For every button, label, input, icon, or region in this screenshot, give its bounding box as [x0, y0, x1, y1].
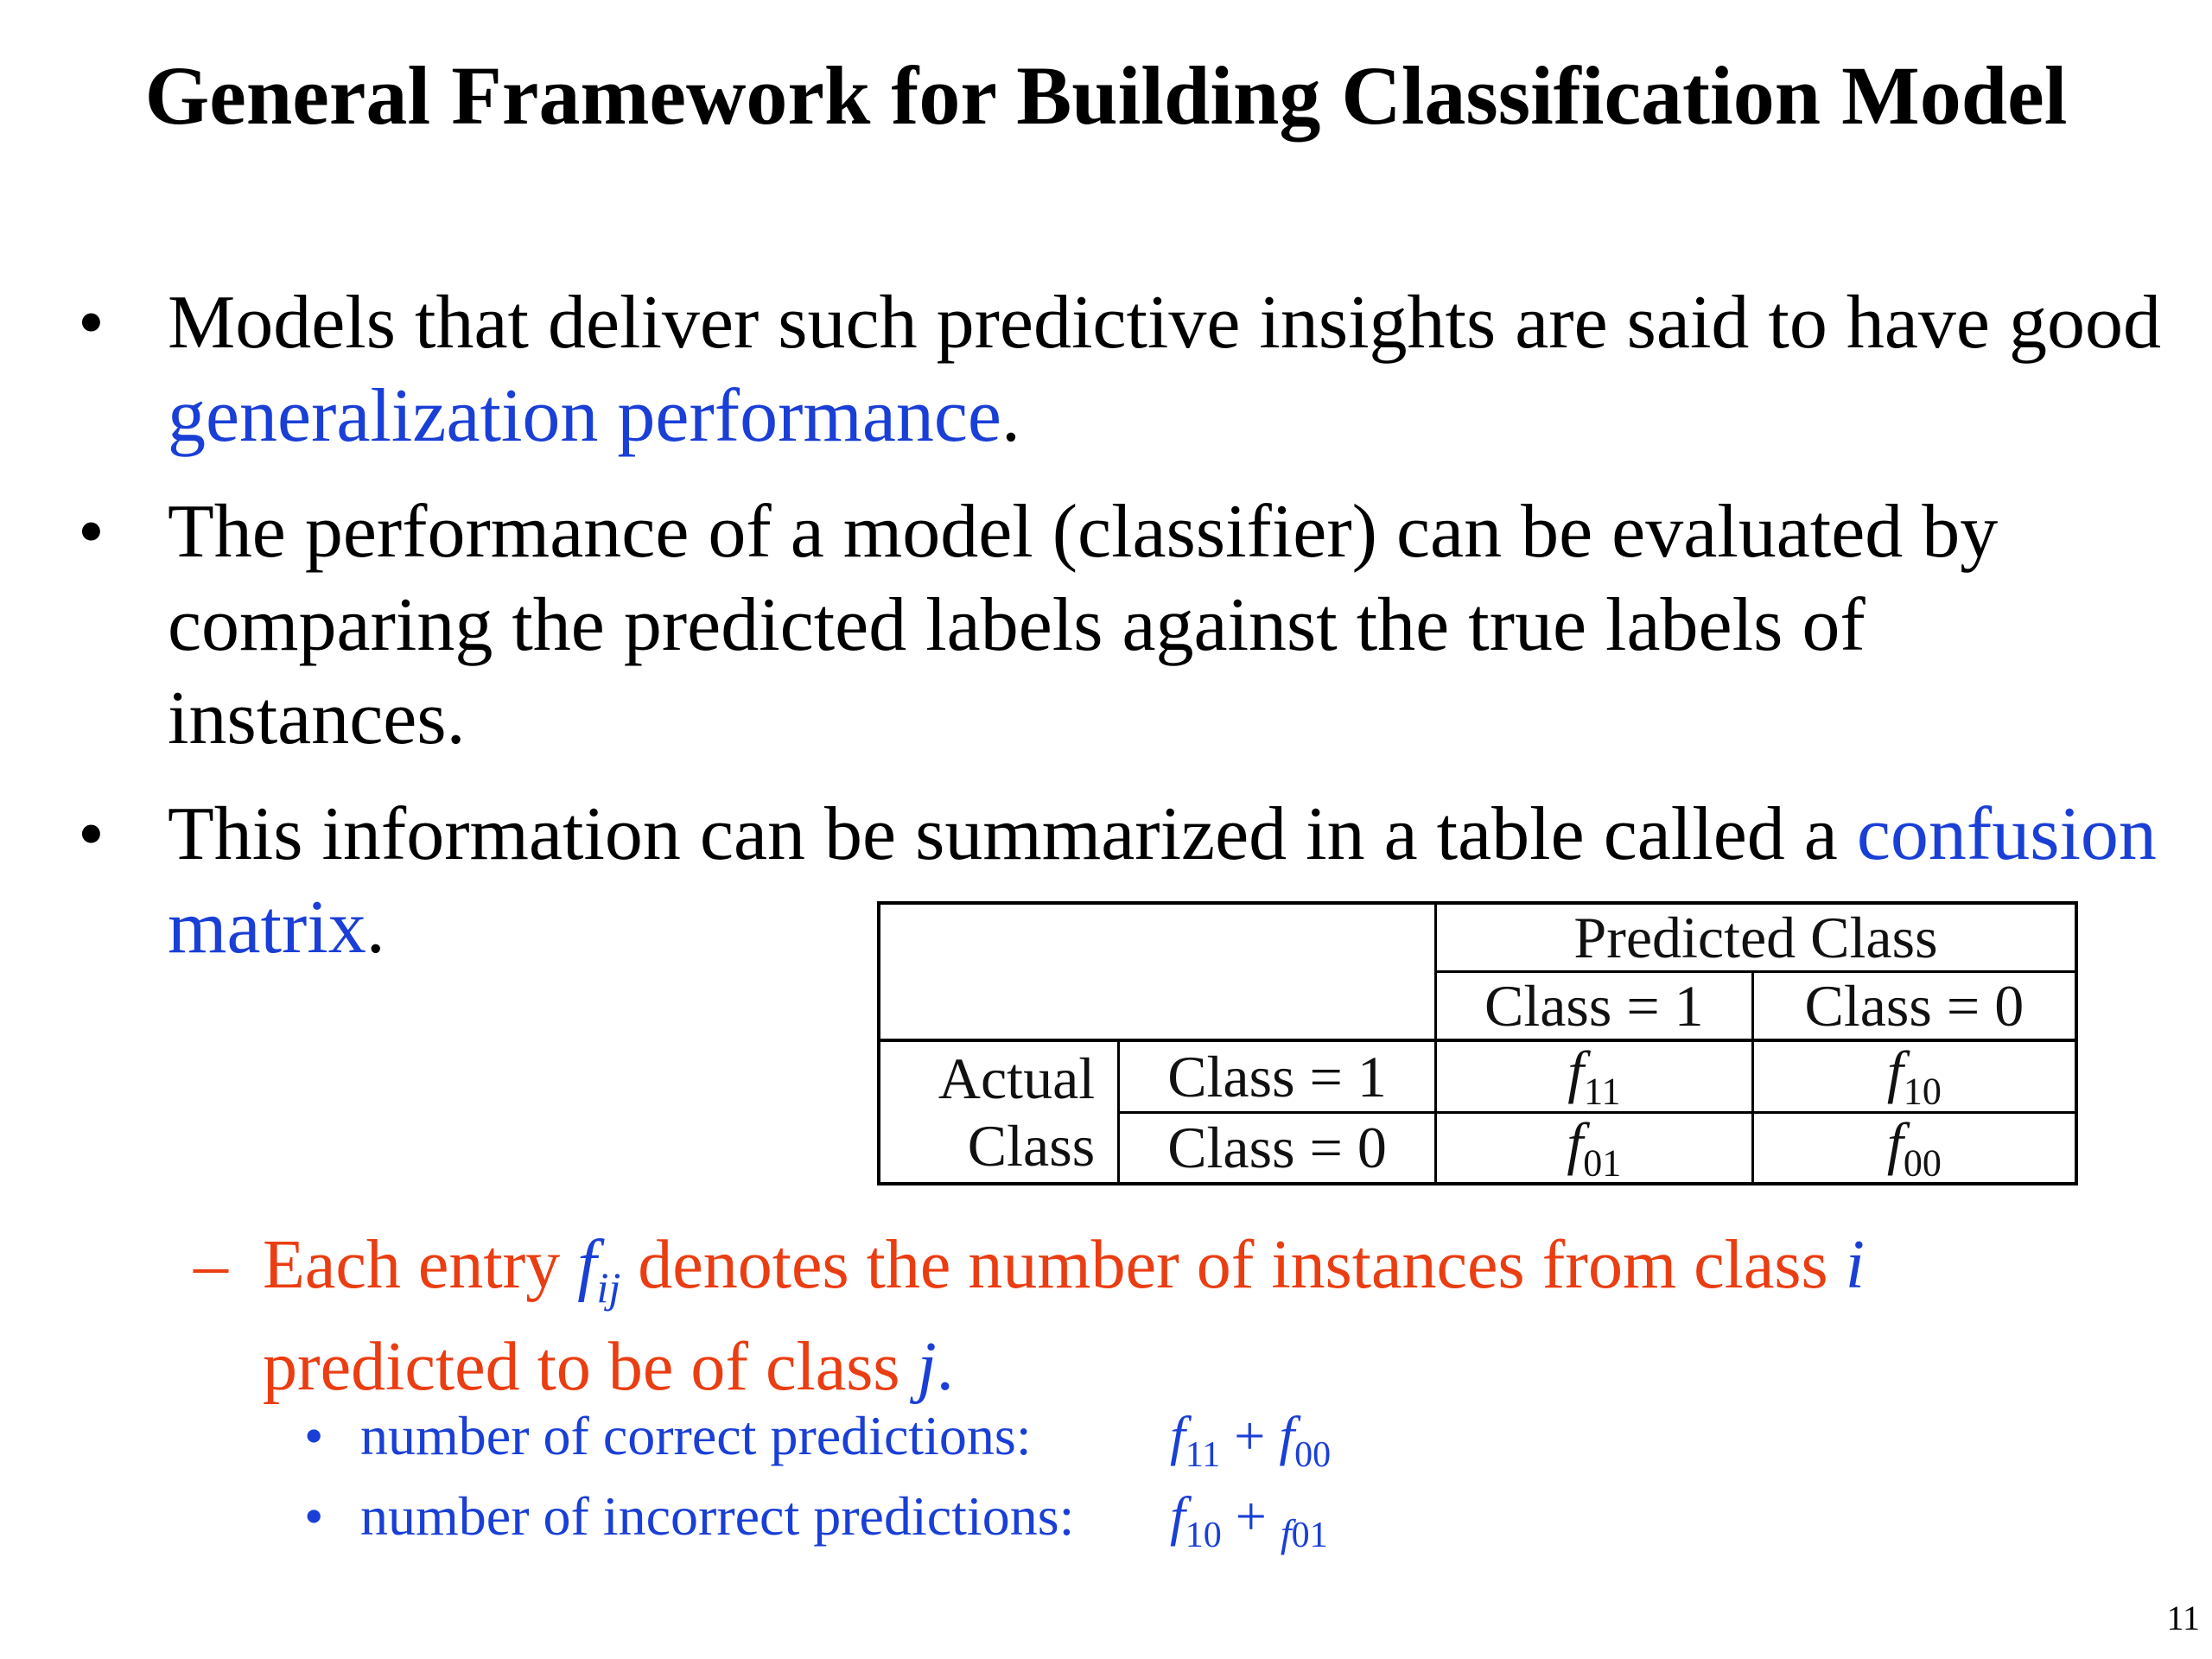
bullet-text: The performance of a model (classifier) can be evaluated by comparing the predicted labels against the true labels of instances. — [168, 490, 1999, 760]
actual-class-label — [879, 1040, 1119, 1184]
confusion-matrix-table — [877, 901, 2078, 1185]
bullet-dot: • — [78, 792, 105, 876]
cell-f01: $f_{01}$ — [1435, 1112, 1752, 1184]
generalization-term: generalization performance — [168, 374, 1001, 458]
table-header-row — [879, 903, 2076, 972]
table-row-actual-1 — [879, 1040, 2076, 1112]
cell-f00: $f_{00}$ — [1752, 1112, 2076, 1184]
correct-predictions-item — [304, 1402, 1570, 1475]
cell-f10: $f_{10}$ — [1752, 1040, 2076, 1112]
bullet-dot: • — [304, 1485, 324, 1547]
actual-class-1: Class = 1 — [1119, 1040, 1436, 1112]
confusion-matrix-term: confusion matrix — [168, 792, 2157, 969]
bullet-dot: • — [78, 281, 105, 365]
bullet-dot: • — [78, 490, 105, 574]
bullet-text: This information can be summarized in a table called a — [168, 792, 1857, 876]
bullet-punct: . — [365, 886, 385, 969]
actual-label-line2: Class — [967, 1113, 1096, 1179]
slide-title: General Framework for Building Classification Model — [144, 49, 2068, 142]
predicted-class-1: Class = 1 — [1435, 972, 1752, 1041]
predicted-class-header: Predicted Class — [1435, 903, 2076, 972]
dash-marker: – — [194, 1227, 228, 1303]
f-ij-symbol: $f_{ij}$ — [577, 1227, 621, 1312]
bullet-dot: • — [304, 1405, 324, 1466]
correct-formula: $f_{11} + f_{00}$ — [1170, 1405, 1332, 1475]
actual-label-line1: Actual — [938, 1046, 1096, 1112]
cell-f11: $f_{11}$ — [1435, 1040, 1752, 1112]
var-i: i — [1845, 1227, 1865, 1303]
var-j: j — [917, 1329, 937, 1405]
actual-class-0: Class = 0 — [1119, 1112, 1436, 1184]
incorrect-label: number of incorrect predictions: — [360, 1485, 1075, 1547]
predicted-class-0: Class = 0 — [1752, 972, 2076, 1041]
sub-bullet-entry-meaning: – Each entry $f_{ij}$ denotes the number of instances from class i predicted to be of class j. — [194, 1227, 1865, 1405]
correct-label: number of correct predictions: — [360, 1405, 1032, 1466]
incorrect-formula: $f_{10} + _{f01}$ — [1170, 1485, 1328, 1555]
bullet-list — [78, 276, 2177, 997]
bullet-generalization — [78, 276, 2177, 463]
corner-cell — [879, 903, 1435, 1040]
bullet-evaluation — [78, 486, 2177, 766]
bullet-punct: . — [1001, 374, 1020, 458]
incorrect-predictions-item — [304, 1482, 1570, 1555]
bullet-text: Models that deliver such predictive insights are said to have good — [168, 281, 2161, 365]
page-number: 11 — [2166, 1599, 2200, 1637]
